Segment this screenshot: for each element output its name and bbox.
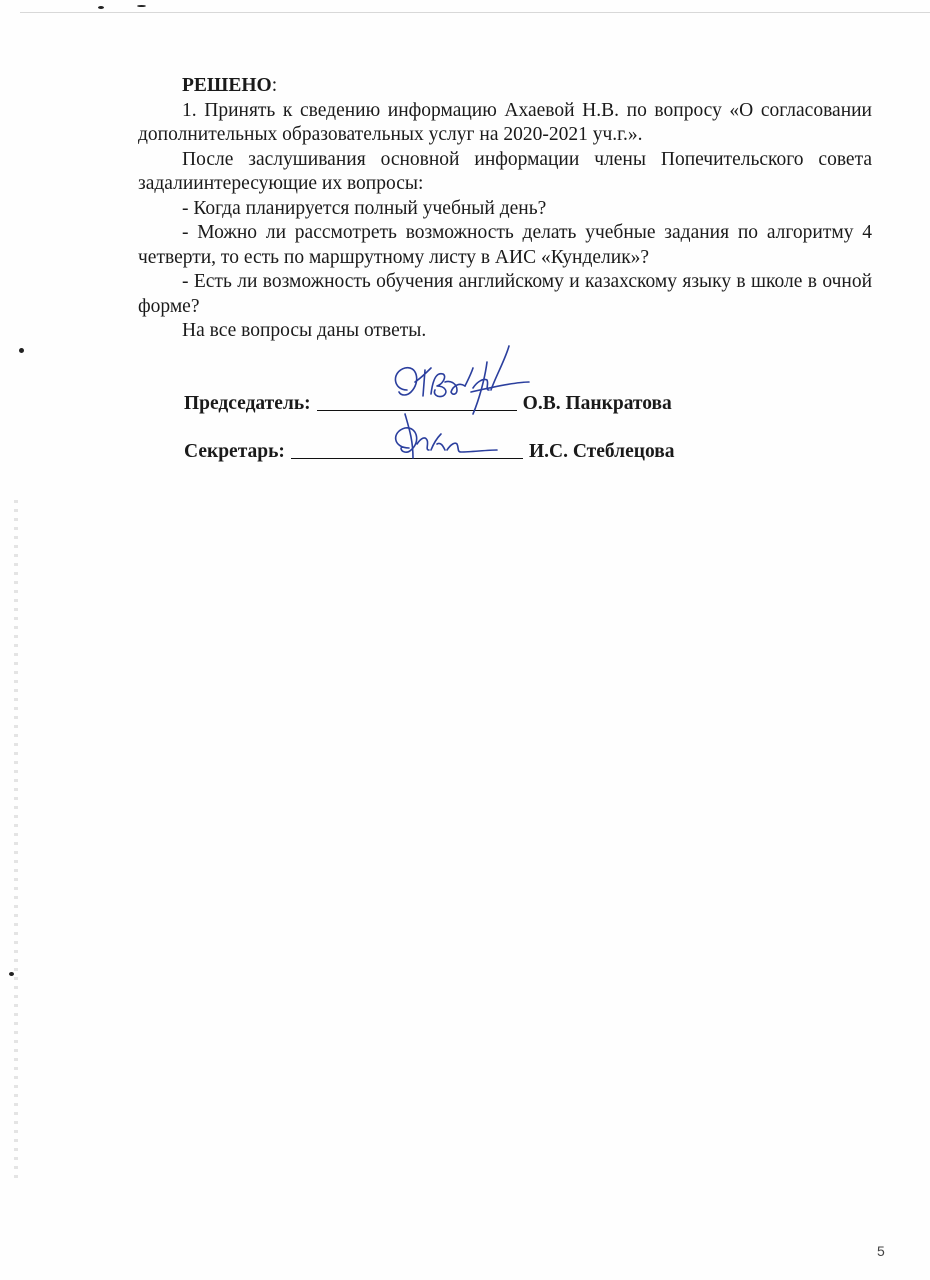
page-number: 5 (877, 1243, 885, 1259)
paragraph-answers: На все вопросы даны ответы. (182, 320, 427, 341)
chair-name: О.В. Панкратова (522, 393, 672, 414)
secretary-handwritten-signature (387, 410, 507, 470)
decision-heading-colon: : (271, 75, 278, 96)
scan-edge-line (20, 12, 930, 13)
secretary-role-label: Секретарь: (184, 441, 285, 462)
scan-speck (137, 5, 146, 7)
decision-heading (138, 74, 872, 99)
scan-left-edge-artifact (14, 500, 18, 1180)
chair-signature-line (317, 392, 517, 411)
secretary-signature-line (291, 440, 523, 459)
decision-text (138, 74, 872, 344)
question-2: - Можно ли рассмотреть возможность делать учебные задания по алгоритму 4 четверти, то есть по маршрутному листу в АИС «Кунделик»? (138, 222, 872, 268)
chair-handwritten-signature (387, 338, 537, 418)
scan-speck (98, 6, 104, 9)
scan-speck (9, 972, 14, 976)
secretary-name: И.С. Стеблецова (528, 441, 675, 462)
secretary-signature-row (184, 440, 675, 463)
question-3: - Есть ли возможность обучения английскому и казахскому языку в школе в очной форме? (138, 271, 872, 317)
scan-speck (19, 348, 24, 353)
chair-role-label: Председатель: (184, 393, 311, 414)
paragraph-item-1: 1. Принять к сведению информацию Ахаевой Н.В. по вопросу «О согласовании дополнительных образовательных услуг на 2020-2021 уч.г.». (138, 99, 872, 145)
decision-heading-text: РЕШЕНО (182, 75, 272, 96)
paragraph-discussion: После заслушивания основной информации члены Попечительского совета задалиинтересующие их вопросы: (138, 148, 872, 194)
question-1: - Когда планируется полный учебный день? (182, 197, 547, 219)
